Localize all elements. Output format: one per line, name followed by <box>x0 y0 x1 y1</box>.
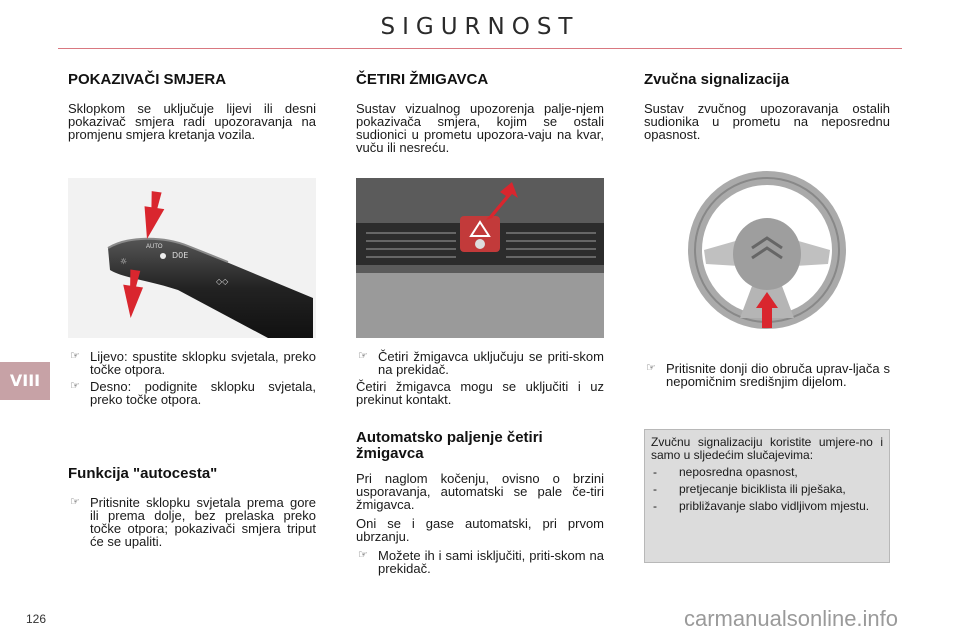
hazard-switch-image <box>356 178 604 338</box>
arrow-up-icon <box>140 190 166 240</box>
autocesta-section <box>68 466 316 552</box>
auto-hazard-p2: Oni se i gase automatski, pri prvom ubrzanju. <box>356 516 604 544</box>
hazard-instructions <box>356 350 604 412</box>
section-intro: Sustav vizualnog upozorenja palje-njem pokazivača smjera, kojim se ostali sudionici u prometu upozora-vaju na kvar, vuču ili nesreću. <box>356 101 604 155</box>
svg-text:D0E: D0E <box>172 251 189 260</box>
info-item: - pretjecanje biciklista ili pješaka, <box>653 482 846 496</box>
pointer-icon: ☞ <box>358 549 368 561</box>
pointer-icon: ☞ <box>70 496 80 508</box>
column-hazard-lights <box>356 72 604 160</box>
info-intro: Zvučnu signalizaciju koristite umjere-no i samo u sljedećim slučajevima: <box>651 435 883 462</box>
column-turn-signals <box>68 72 316 147</box>
auto-hazard-p1: Pri naglom kočenju, ovisno o brzini usporavanja, automatski se pale če-tiri žmigavca. <box>356 471 604 512</box>
auto-label: AUTO <box>146 244 163 250</box>
horn-info-box <box>644 429 890 563</box>
turn-signal-instructions <box>68 350 316 410</box>
info-item: - približavanje slabo vidljivom mjestu. <box>653 499 870 513</box>
svg-text:◇◇: ◇◇ <box>216 277 229 286</box>
page-title: SIGURNOST <box>380 14 580 40</box>
pointer-icon: ☞ <box>646 362 656 374</box>
pointer-icon: ☞ <box>358 350 368 362</box>
section-title: Funkcija "autocesta" <box>68 465 218 482</box>
section-title: POKAZIVAČI SMJERA <box>68 71 227 88</box>
auto-hazard-section <box>356 430 604 579</box>
watermark: carmanualsonline.info <box>684 606 899 631</box>
title-rule <box>58 48 902 49</box>
svg-text:☼: ☼ <box>120 257 128 266</box>
horn-bullet: ☞ Pritisnite donji dio obruča uprav-ljača s nepomičnim središnjim dijelom. <box>646 361 890 389</box>
chapter-tab[interactable]: VIII <box>0 362 50 400</box>
section-title: Automatsko paljenje četiri žmigavca <box>356 429 543 462</box>
stalk-switch-image <box>68 178 316 338</box>
bullet-left: ☞ Lijevo: spustite sklopku svjetala, preko točke otpora. <box>70 349 316 377</box>
autocesta-bullet: ☞ Pritisnite sklopku svjetala prema gore ili prema dolje, bez prelaska preko točke otpora; pokazivači smjera triput će se upaliti. <box>70 495 316 549</box>
pointer-icon: ☞ <box>70 350 80 362</box>
section-intro: Sklopkom se uključuje lijevi ili desni pokazivač smjera radi upozoravanja na promjenu smjera kretanja vozila. <box>68 101 316 142</box>
hazard-note: Četiri žmigavca mogu se uključiti i uz prekinut kontakt. <box>356 379 604 407</box>
pointer-icon: ☞ <box>70 380 80 392</box>
section-intro: Sustav zvučnog upozoravanja ostalih sudionika u prometu na neposrednu opasnost. <box>644 101 890 142</box>
page-number: 126 <box>26 612 47 626</box>
horn-instructions <box>644 362 890 392</box>
auto-hazard-bullet: ☞ Možete ih i sami isključiti, priti-skom na prekidač. <box>358 548 604 576</box>
section-title: ČETIRI ŽMIGAVCA <box>356 71 489 88</box>
section-title: Zvučna signalizacija <box>644 71 790 88</box>
column-horn <box>644 72 890 147</box>
steering-wheel-image <box>644 168 890 336</box>
info-item: - neposredna opasnost, <box>653 465 798 479</box>
bullet-right: ☞ Desno: podignite sklopku svjetala, preko točke otpora. <box>70 379 316 407</box>
hazard-bullet: ☞ Četiri žmigavca uključuju se priti-skom na prekidač. <box>358 349 604 377</box>
